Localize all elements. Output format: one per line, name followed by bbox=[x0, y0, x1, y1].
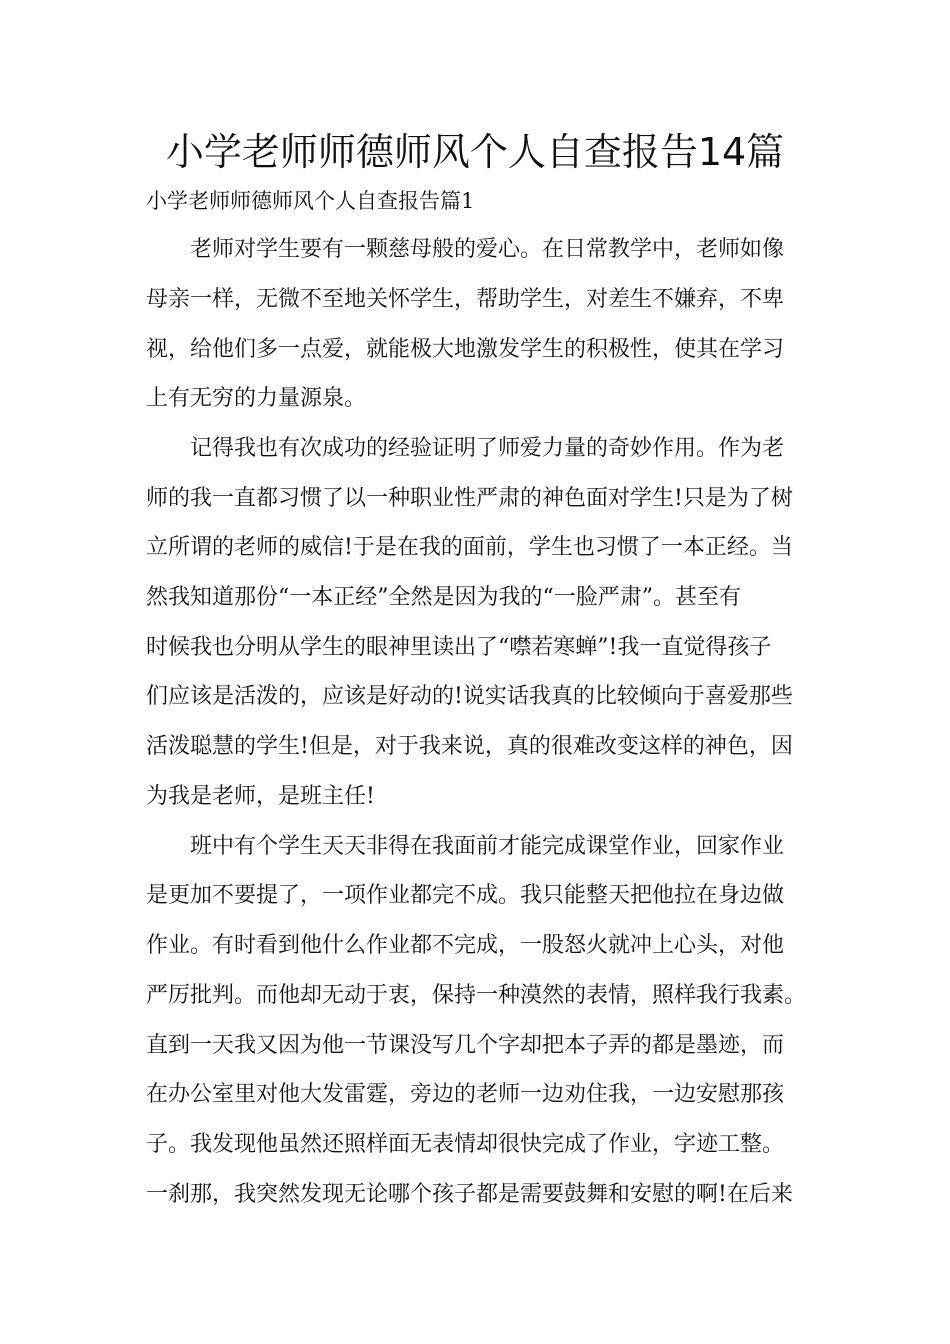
paragraph-3-line-3: 作业。有时看到他什么作业都不完成，一股怒火就冲上心头，对他 bbox=[146, 933, 785, 958]
paragraph-2-line-7: 活泼聪慧的学生!但是，对于我来说，真的很难改变这样的神色，因 bbox=[146, 734, 793, 759]
paragraph-3-line-7: 子。我发现他虽然还照样面无表情却很快完成了作业，字迹工整。 bbox=[146, 1132, 785, 1157]
paragraph-2-line-6: 们应该是活泼的，应该是好动的!说实话我真的比较倾向于喜爱那些 bbox=[146, 684, 793, 709]
paragraph-3-line-1: 班中有个学生天天非得在我面前才能完成课堂作业，回家作业 bbox=[190, 834, 785, 859]
paragraph-2-line-4: 然我知道那份“一本正经”全然是因为我的“一脸严肃”。甚至有 bbox=[146, 585, 741, 610]
paragraph-2-line-3: 立所谓的老师的威信!于是在我的面前，学生也习惯了一本正经。当 bbox=[146, 535, 793, 560]
section-heading: 小学老师师德师风个人自查报告篇1 bbox=[146, 189, 475, 213]
paragraph-2-line-1: 记得我也有次成功的经验证明了师爱力量的奇妙作用。作为老 bbox=[190, 436, 785, 461]
paragraph-3-line-2: 是更加不要提了，一项作业都完不成。我只能整天把他拉在身边做 bbox=[146, 883, 785, 908]
paragraph-1-line-3: 视，给他们多一点爱，就能极大地激发学生的积极性，使其在学习 bbox=[146, 337, 785, 362]
paragraph-2-line-5: 时候我也分明从学生的眼神里读出了“噤若寒蝉”!我一直觉得孩子 bbox=[146, 635, 772, 660]
paragraph-3-line-4: 严厉批判。而他却无动于衷，保持一种漠然的表情，照样我行我素。 bbox=[146, 983, 807, 1008]
paragraph-1-line-1: 老师对学生要有一颗慈母般的爱心。在日常教学中，老师如像 bbox=[190, 237, 785, 262]
paragraph-3-line-6: 在办公室里对他大发雷霆，旁边的老师一边劝住我，一边安慰那孩 bbox=[146, 1082, 785, 1107]
paragraph-3-line-5: 直到一天我又因为他一节课没写几个字却把本子弄的都是墨迹，而 bbox=[146, 1033, 785, 1058]
paragraph-2-line-2: 师的我一直都习惯了以一种职业性严肃的神色面对学生!只是为了树 bbox=[146, 486, 793, 511]
paragraph-3-line-8: 一刹那，我突然发现无论哪个孩子都是需要鼓舞和安慰的啊!在后来 bbox=[146, 1182, 793, 1207]
paragraph-1-line-2: 母亲一样，无微不至地关怀学生，帮助学生，对差生不嫌弃，不卑 bbox=[146, 287, 785, 312]
document-title: 小学老师师德师风个人自查报告14篇 bbox=[165, 130, 785, 174]
paragraph-2-line-8: 为我是老师，是班主任! bbox=[146, 784, 375, 809]
paragraph-1-line-4: 上有无穷的力量源泉。 bbox=[146, 386, 367, 411]
